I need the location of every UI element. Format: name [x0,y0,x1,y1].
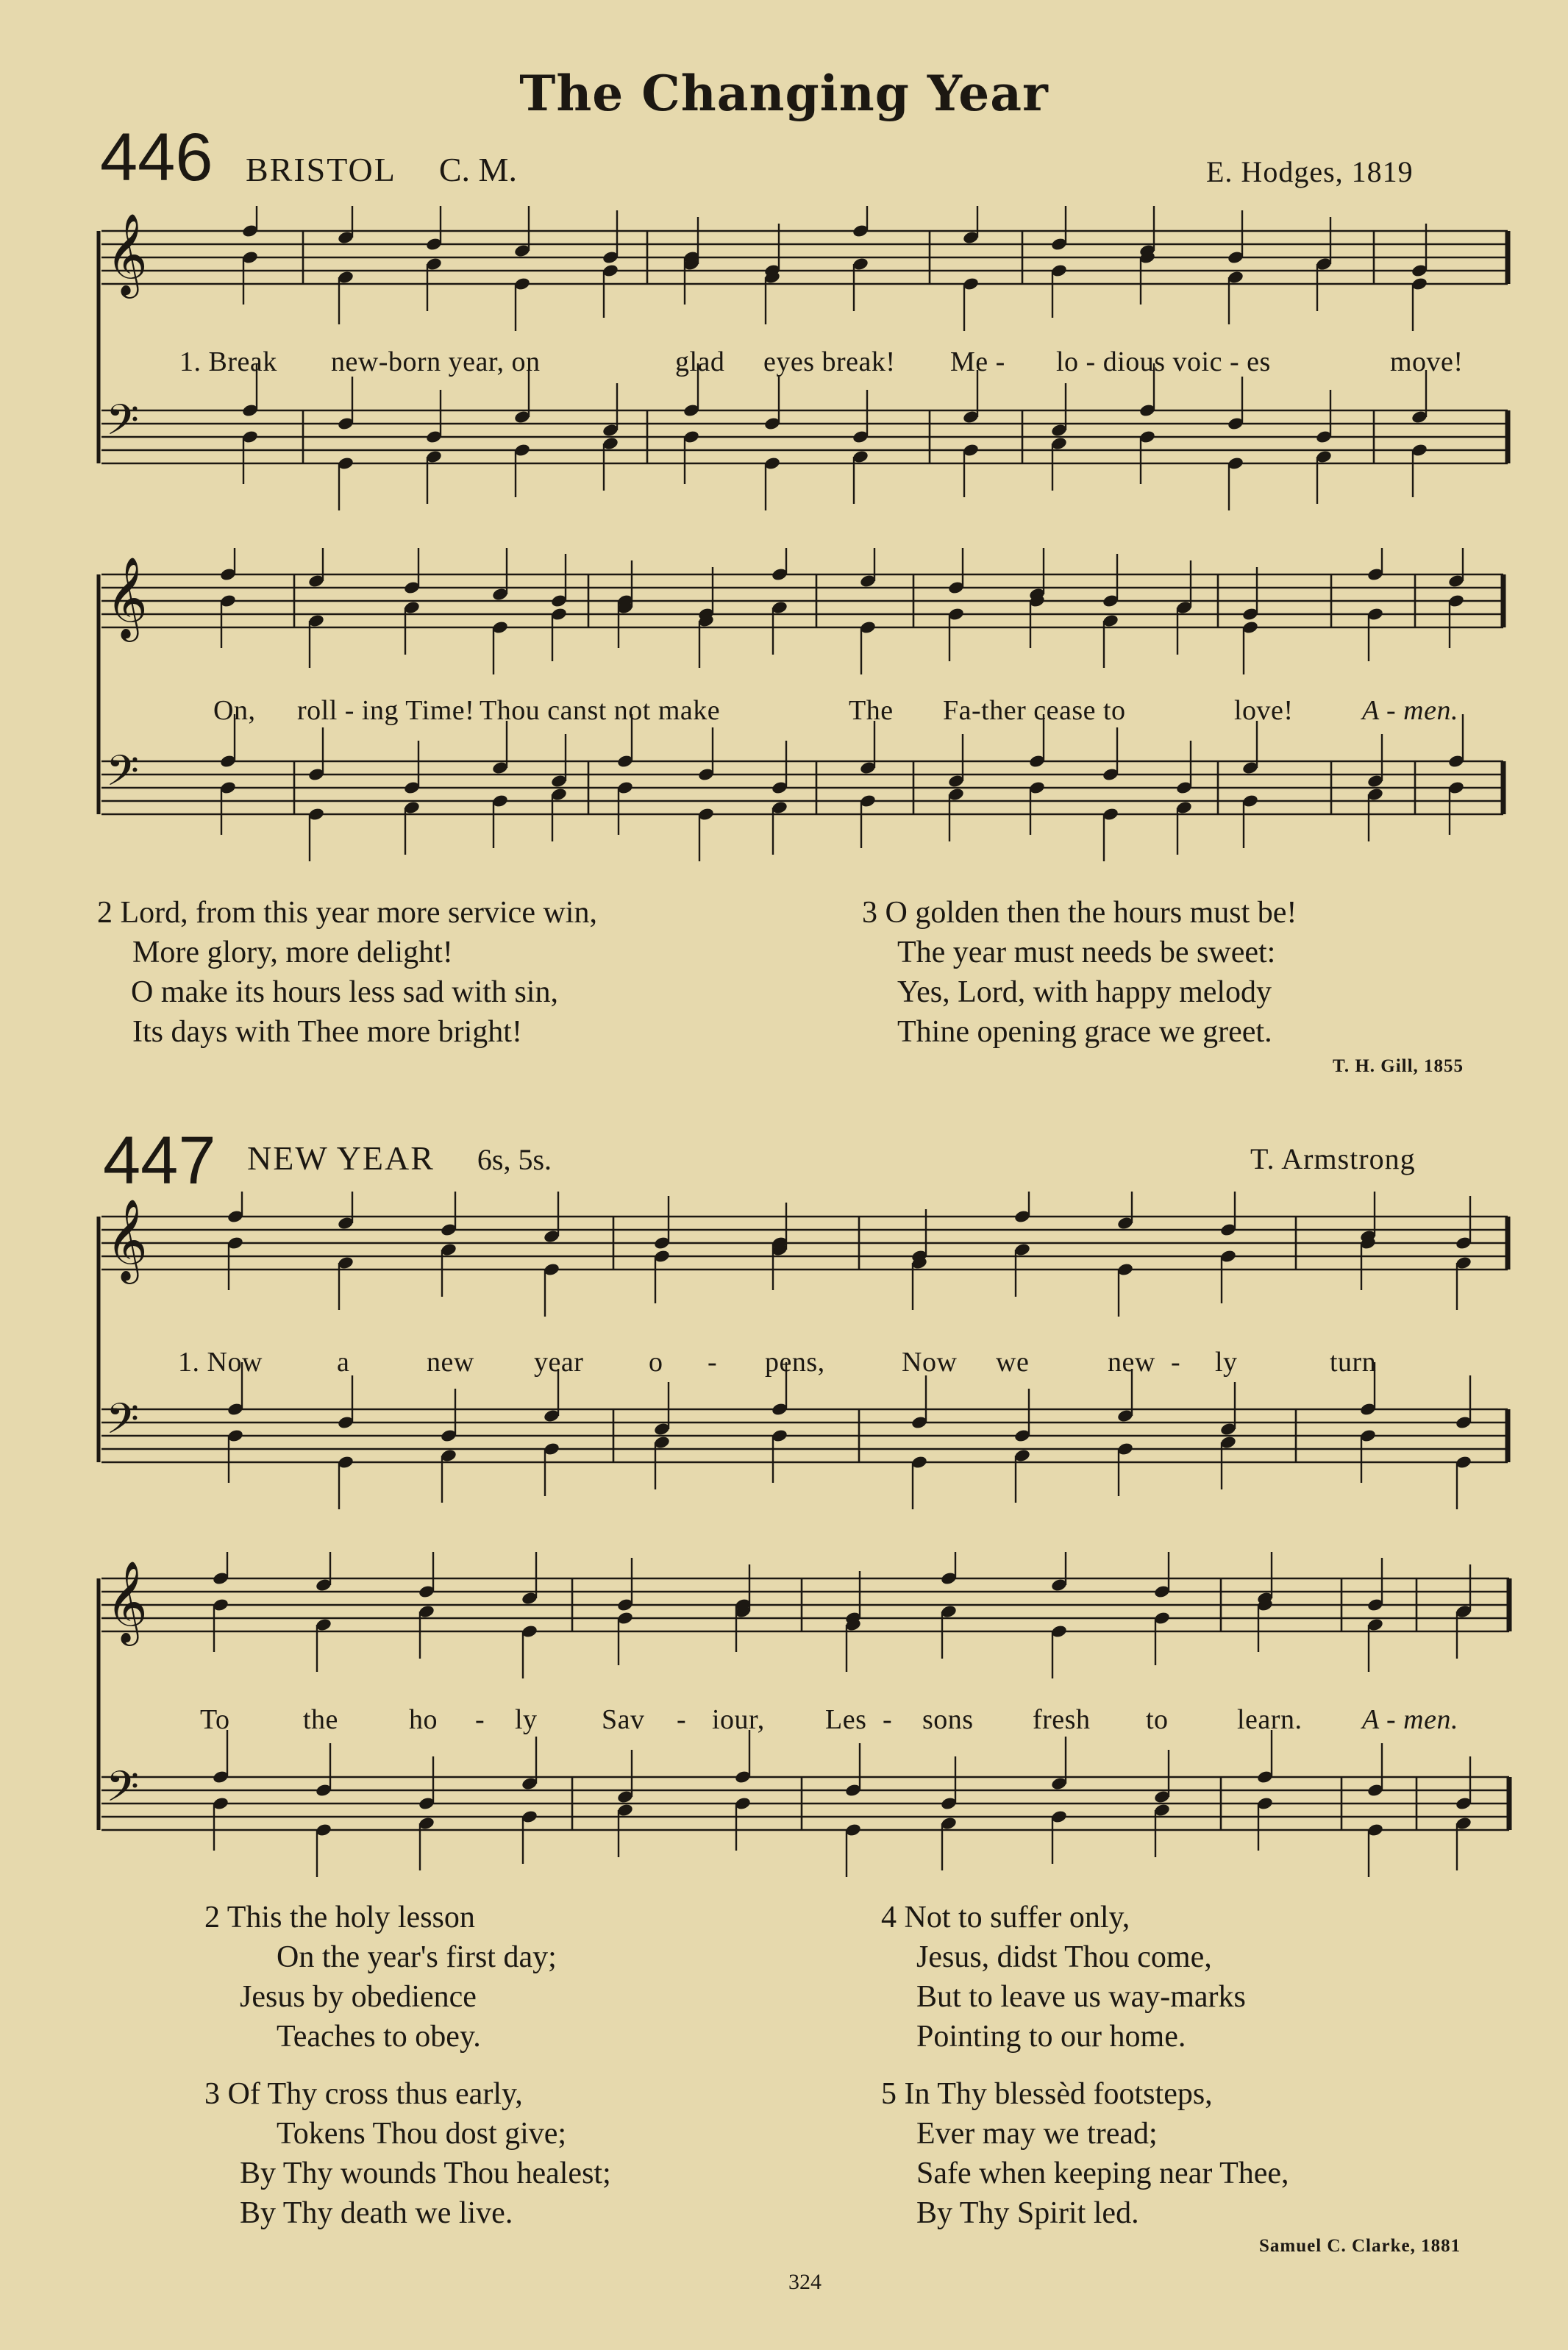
stanza-line: But to leave us way-marks [916,1980,1246,2014]
lyric-syllable: to [1146,1704,1169,1735]
lyric-syllable: o [649,1347,663,1378]
music-system-447-2 [0,1552,1568,1890]
lyric-syllable: love! [1234,695,1294,726]
tune-header [246,150,517,189]
lyric-syllable: learn. [1237,1704,1302,1735]
stanza-line: Jesus, didst Thou come, [916,1940,1212,1974]
lyric-syllable: the [303,1704,338,1735]
stanza-line: 4 Not to suffer only, [881,1901,1130,1934]
meter: 6s, 5s. [477,1143,552,1176]
hymn-number: 447 [103,1123,216,1198]
lyric-syllable: a [337,1347,350,1378]
lyric-syllable: On, [213,695,256,726]
treble-clef-icon: 𝄞 [106,1198,148,1281]
lyric-syllable: Sav [602,1704,645,1735]
bass-clef-icon: 𝄢 [106,1394,140,1454]
lyric-syllable: Now [902,1347,958,1378]
lyric-syllable: Me - [950,346,1005,377]
stanza-line: 2 Lord, from this year more service win, [97,896,597,930]
stanza-line: By Thy death we live. [240,2196,513,2230]
lyric-syllable: Fa-ther cease to [943,695,1126,726]
treble-clef-icon: 𝄞 [106,213,148,295]
stanza-line: On the year's first day; [277,1940,557,1974]
stanza-line: By Thy wounds Thou healest; [240,2157,611,2190]
stanza-line: The year must needs be sweet: [897,936,1276,969]
lyric-syllable: roll - ing Time! [297,695,475,726]
hymn-number: 446 [100,120,213,195]
page-number: 324 [788,2270,822,2294]
lyric-syllable: - [475,1704,485,1735]
stanza-line: Ever may we tread; [916,2117,1158,2151]
lyric-syllable: new [1108,1347,1155,1378]
stanza-2 [97,893,597,1052]
stanza-line: 5 In Thy blessèd footsteps, [881,2077,1213,2111]
stanza-line: Safe when keeping near Thee, [916,2157,1289,2190]
lyric-syllable: - [883,1704,893,1735]
stanza-line: Pointing to our home. [916,2020,1186,2054]
stanza-2 [204,1898,557,2057]
bass-clef-icon: 𝄢 [106,1762,140,1822]
stanza-line: 3 O golden then the hours must be! [862,896,1297,930]
stanza-3 [862,893,1297,1052]
lyric-syllable: Thou canst not make [480,695,721,726]
lyric-syllable: glad [675,346,725,377]
stanza-line: Yes, Lord, with happy melody [897,975,1272,1009]
meter: C. M. [438,151,517,188]
stanza-3 [204,2074,611,2233]
page-title: The Changing Year [519,65,1049,122]
lyric-syllable: lo - dious voic - es [1056,346,1271,377]
lyric-syllable: eyes break! [763,346,896,377]
stanza-line: Tokens Thou dost give; [277,2117,567,2151]
lyric-syllable: Les [825,1704,867,1735]
composer: E. Hodges, 1819 [1206,155,1414,188]
lyric-syllable: fresh [1033,1704,1091,1735]
lyric-syllable: - [708,1347,718,1378]
lyric-syllable: move! [1390,346,1464,377]
bass-clef-icon: 𝄢 [106,746,140,806]
lyric-syllable: year [534,1347,584,1378]
stanza-5 [881,2074,1289,2233]
stanza-line: O make its hours less sad with sin, [131,975,558,1009]
lyric-syllable: ly [1215,1347,1238,1378]
lyric-syllable: we [996,1347,1030,1378]
lyric-syllable: new-born year, on [331,346,541,377]
author-credit: Samuel C. Clarke, 1881 [1259,2236,1461,2256]
tune-name: BRISTOL [246,151,396,188]
lyric-syllable: new [427,1347,474,1378]
lyric-syllable: sons [922,1704,974,1735]
lyric-syllable: pens, [765,1347,825,1378]
stanza-line: 2 This the holy lesson [204,1901,475,1934]
lyric-syllable: 1. Break [179,346,277,377]
stanza-line: By Thy Spirit led. [916,2196,1139,2230]
composer: T. Armstrong [1250,1142,1416,1175]
lyric-syllable: The [849,695,894,726]
tune-name: NEW YEAR [247,1139,435,1177]
author-credit: T. H. Gill, 1855 [1333,1056,1464,1076]
stanza-line: Its days with Thee more bright! [132,1015,522,1049]
treble-clef-icon: 𝄞 [106,556,148,638]
lyric-syllable: 1. Now [178,1347,263,1378]
lyric-syllable: turn [1330,1347,1377,1378]
stanza-line: Teaches to obey. [277,2020,481,2054]
lyric-syllable: - [677,1704,687,1735]
bass-clef-icon: 𝄢 [106,395,140,455]
stanza-line: Jesus by obedience [240,1980,477,2014]
treble-clef-icon: 𝄞 [106,1560,148,1642]
amen: A - men. [1362,1704,1458,1735]
lyric-syllable: ly [515,1704,538,1735]
lyric-syllable: ho [409,1704,438,1735]
tune-header [247,1139,552,1178]
stanza-4 [881,1898,1246,2057]
lyric-syllable: - [1171,1347,1181,1378]
amen: A - men. [1362,695,1458,726]
lyric-syllable: iour, [712,1704,765,1735]
stanza-line: More glory, more delight! [132,936,453,969]
lyric-syllable: To [200,1704,230,1735]
stanza-line: Thine opening grace we greet. [897,1015,1272,1049]
stanza-line: 3 Of Thy cross thus early, [204,2077,523,2111]
